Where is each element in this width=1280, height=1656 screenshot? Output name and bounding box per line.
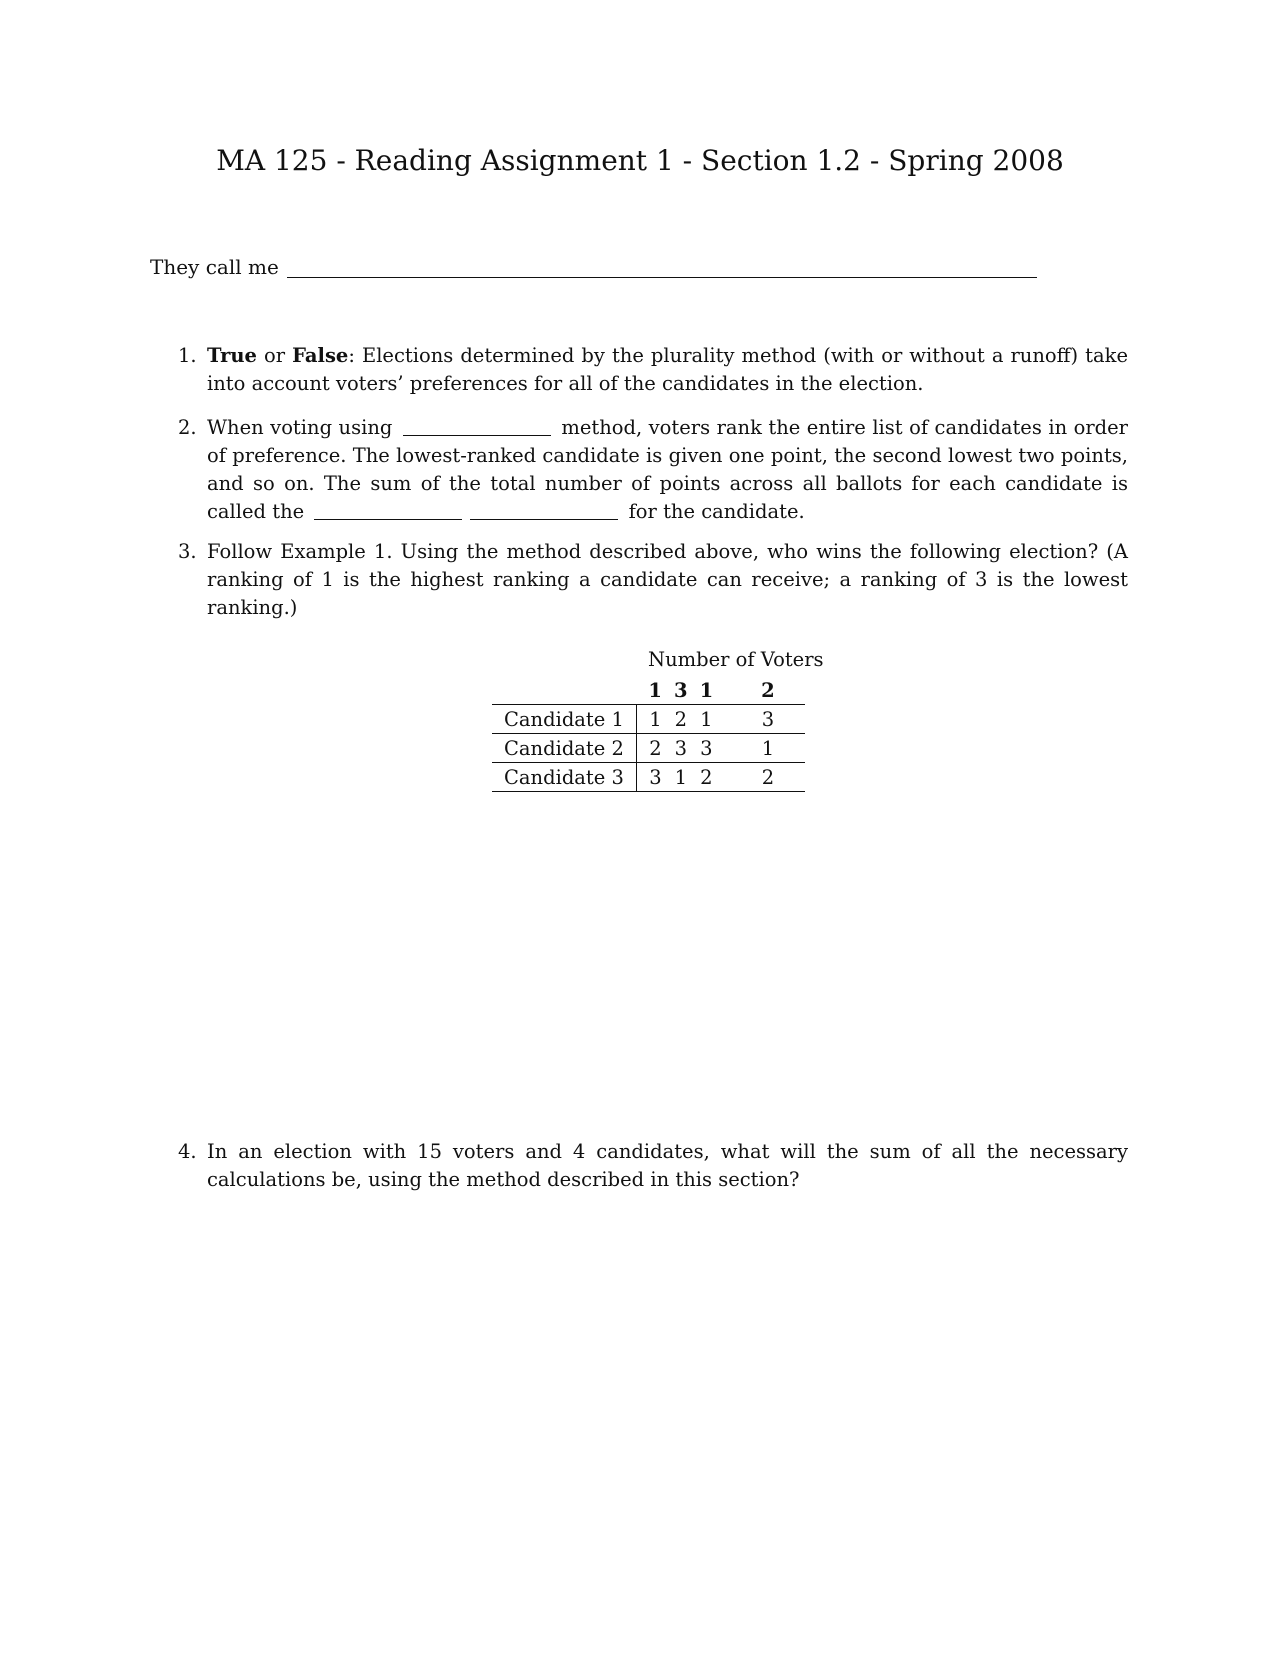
candidate-label: Candidate 2 (492, 734, 636, 763)
question-number: 2. (178, 416, 197, 439)
empty-header-cell (492, 676, 636, 705)
question-number: 4. (178, 1140, 197, 1163)
rank-cell: 2 (694, 763, 720, 792)
question-text-part3: for the candidate. (628, 500, 805, 523)
rank-cell: 2 (636, 734, 668, 763)
table-row (492, 734, 805, 763)
preference-table (492, 676, 805, 792)
question-body (207, 342, 1128, 398)
question-text: Follow Example 1. Using the method described above, who wins the following election? (A ranking of 1 is the highest ranking a candidate can receive; a ranking of 3 is the lowest ranking.) (207, 540, 1128, 619)
page-title: MA 125 - Reading Assignment 1 - Section 1.2 - Spring 2008 (216, 144, 1064, 177)
term-blank-1[interactable] (314, 499, 462, 520)
name-prompt: They call me (150, 255, 279, 279)
question-text-part2: method, voters rank the entire list of candidates in order of preference. The lowest-ranked candidate is given one point, the second lowest two points, and so on. The sum of the total number of points across all ballots for each candidate is called the (207, 416, 1129, 523)
rank-cell: 1 (719, 734, 805, 763)
false-label: False (292, 344, 349, 367)
question-number: 1. (178, 344, 197, 367)
rank-cell: 3 (719, 705, 805, 734)
method-blank[interactable] (403, 415, 551, 436)
rank-cell: 2 (719, 763, 805, 792)
question-body (207, 414, 1128, 526)
candidate-label: Candidate 1 (492, 705, 636, 734)
question-1 (178, 342, 1128, 398)
rank-cell: 1 (636, 705, 668, 734)
rank-cell: 3 (636, 763, 668, 792)
term-blank-2[interactable] (470, 499, 618, 520)
voter-count: 3 (674, 678, 688, 702)
question-number: 3. (178, 540, 197, 563)
question-text: In an election with 15 voters and 4 candidates, what will the sum of all the necessary calculations be, using the method described in this section? (207, 1140, 1128, 1191)
voter-count-row (492, 676, 805, 705)
rank-cell: 3 (668, 734, 694, 763)
voter-count: 1 (648, 678, 662, 702)
voter-count: 1 (699, 678, 714, 702)
question-3 (178, 538, 1128, 622)
voter-count: 2 (761, 678, 775, 702)
or-text: or (256, 344, 293, 367)
candidate-label: Candidate 3 (492, 763, 636, 792)
table-row (492, 763, 805, 792)
question-2 (178, 414, 1128, 526)
question-4 (178, 1138, 1128, 1194)
table-caption: Number of Voters (648, 648, 824, 671)
rank-cell: 1 (694, 705, 720, 734)
rank-cell: 2 (668, 705, 694, 734)
rank-cell: 1 (668, 763, 694, 792)
rank-cell: 3 (694, 734, 720, 763)
name-blank-line[interactable] (287, 277, 1037, 278)
true-label: True (207, 344, 257, 367)
table-row (492, 705, 805, 734)
question-text-part1: When voting using (207, 416, 393, 439)
question-text: : Elections determined by the plurality method (with or without a runoff) take into account voters’ preferences for all of the candidates in the election. (207, 344, 1128, 395)
